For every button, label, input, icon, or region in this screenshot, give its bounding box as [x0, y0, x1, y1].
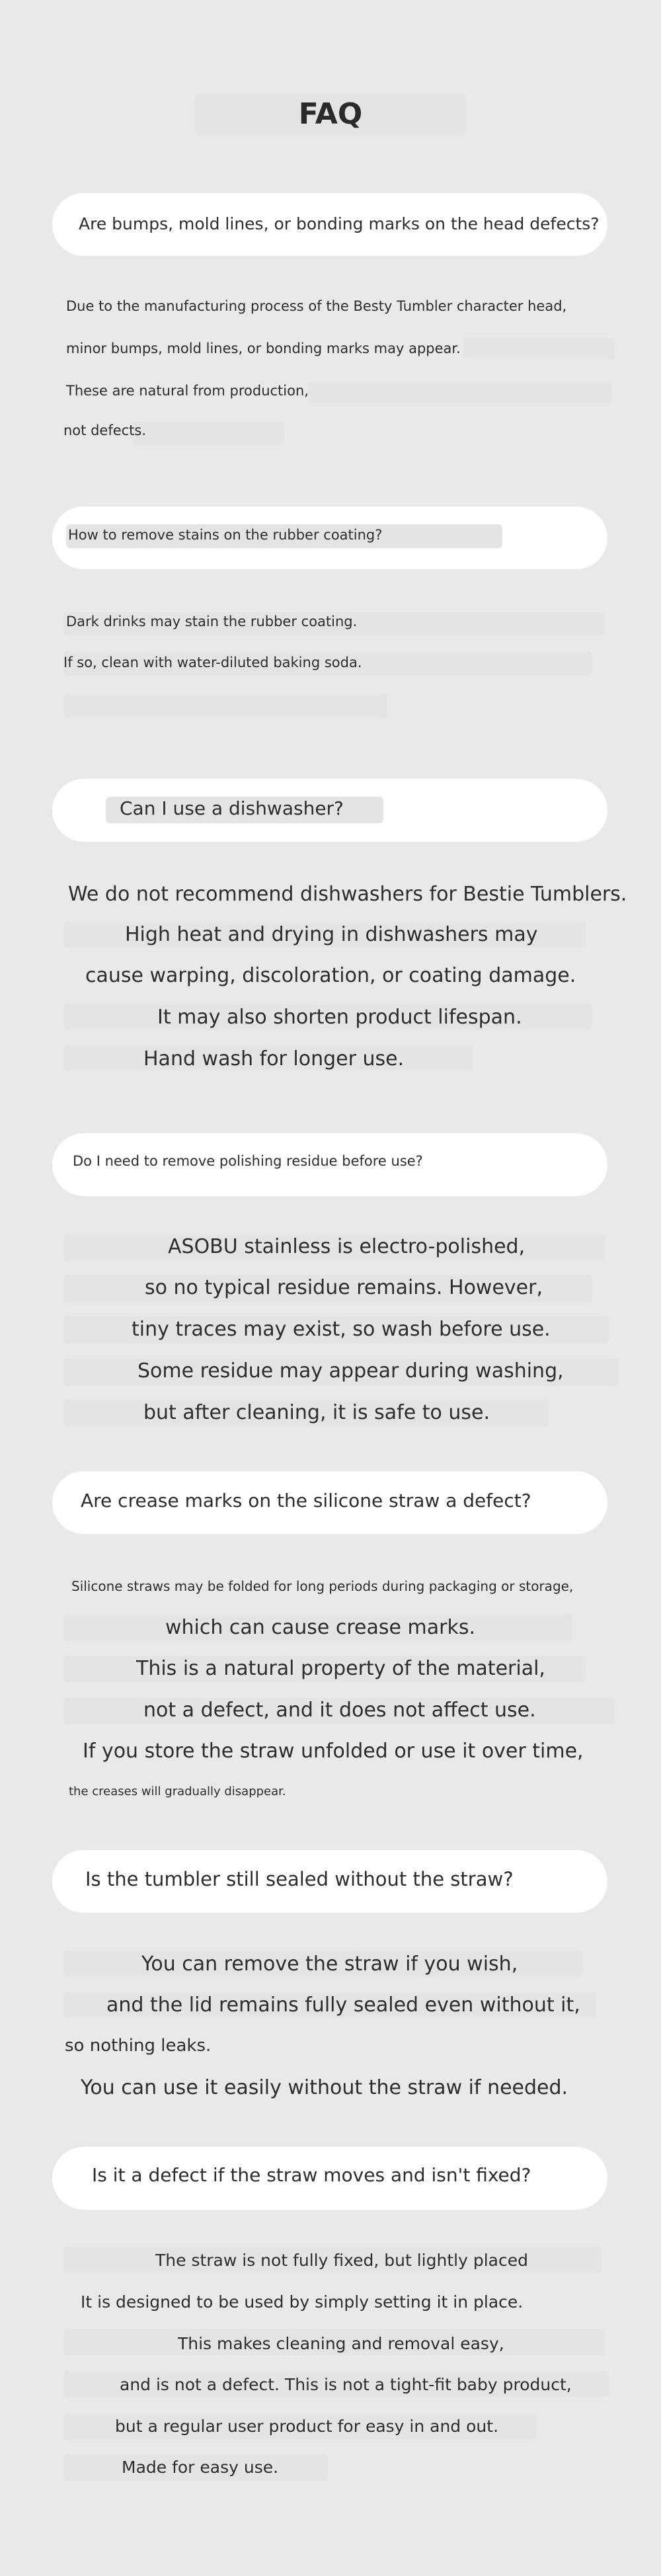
faq-answer-line: It may also shorten product lifespan. [157, 1006, 522, 1029]
faq-answer-line: Some residue may appear during washing, [137, 1359, 564, 1383]
faq-answer-line: If you store the straw unfolded or use it over time, [83, 1740, 584, 1763]
faq-answer-line: but a regular user product for easy in and out. [115, 2417, 499, 2436]
faq-question: Are crease marks on the silicone straw a defect? [81, 1490, 531, 1511]
faq-question: Are bumps, mold lines, or bonding marks on the head defects? [79, 214, 600, 233]
page-title: FAQ [298, 97, 363, 131]
faq-question: How to remove stains on the rubber coating? [68, 527, 383, 543]
faq-answer-line: the creases will gradually disappear. [69, 1785, 286, 1798]
faq-answer-line: but after cleaning, it is safe to use. [143, 1401, 490, 1424]
faq-answer-line: minor bumps, mold lines, or bonding marks may appear. [66, 341, 461, 356]
answer-highlight [132, 421, 284, 445]
faq-answer-line: not a defect, and it does not affect use. [143, 1699, 536, 1722]
faq-answer-line: We do not recommend dishwashers for Bestie Tumblers. [68, 883, 627, 906]
faq-answer-line: Silicone straws may be folded for long periods during packaging or storage, [71, 1578, 574, 1594]
faq-answer-line: This makes cleaning and removal easy, [178, 2334, 504, 2353]
faq-answer-line: Due to the manufacturing process of the Besty Tumbler character head, [66, 298, 567, 314]
faq-question: Can I use a dishwasher? [120, 797, 344, 819]
faq-answer-line: This is a natural property of the material, [136, 1657, 545, 1680]
faq-answer-line: High heat and drying in dishwashers may [125, 923, 538, 946]
faq-answer-line: ASOBU stainless is electro-polished, [168, 1235, 525, 1258]
faq-answer-line: and the lid remains fully sealed even without it, [106, 1993, 580, 2017]
faq-question: Do I need to remove polishing residue before use? [73, 1153, 423, 1169]
faq-question: Is the tumbler still sealed without the straw? [85, 1868, 514, 1890]
faq-answer-line: You can remove the straw if you wish, [141, 1952, 518, 1976]
faq-answer-line: Made for easy use. [122, 2458, 279, 2477]
answer-highlight [463, 338, 615, 359]
faq-answer-line: which can cause crease marks. [165, 1616, 475, 1639]
faq-answer-line: If so, clean with water-diluted baking soda. [63, 655, 362, 670]
faq-answer-line: Dark drinks may stain the rubber coating. [66, 614, 358, 629]
faq-answer-line: not defects. [63, 423, 147, 438]
faq-answer-line: These are natural from production, [66, 383, 309, 399]
faq-answer-line: and is not a defect. This is not a tight-fit baby product, [120, 2375, 572, 2394]
faq-answer-line: Hand wash for longer use. [143, 1047, 405, 1070]
faq-answer-line: so nothing leaks. [65, 2036, 212, 2056]
faq-answer-line: It is designed to be used by simply setting it in place. [81, 2292, 524, 2312]
faq-answer-line: so no typical residue remains. However, [145, 1276, 543, 1299]
answer-highlight [307, 382, 611, 403]
faq-answer-line: The straw is not fully fixed, but lightly placed [155, 2251, 528, 2270]
faq-answer-line: tiny traces may exist, so wash before use. [132, 1318, 551, 1341]
answer-highlight [63, 694, 387, 718]
faq-question: Is it a defect if the straw moves and isn't fixed? [92, 2164, 531, 2186]
faq-answer-line: You can use it easily without the straw if needed. [81, 2076, 568, 2099]
faq-answer-line: cause warping, discoloration, or coating damage. [85, 964, 576, 987]
